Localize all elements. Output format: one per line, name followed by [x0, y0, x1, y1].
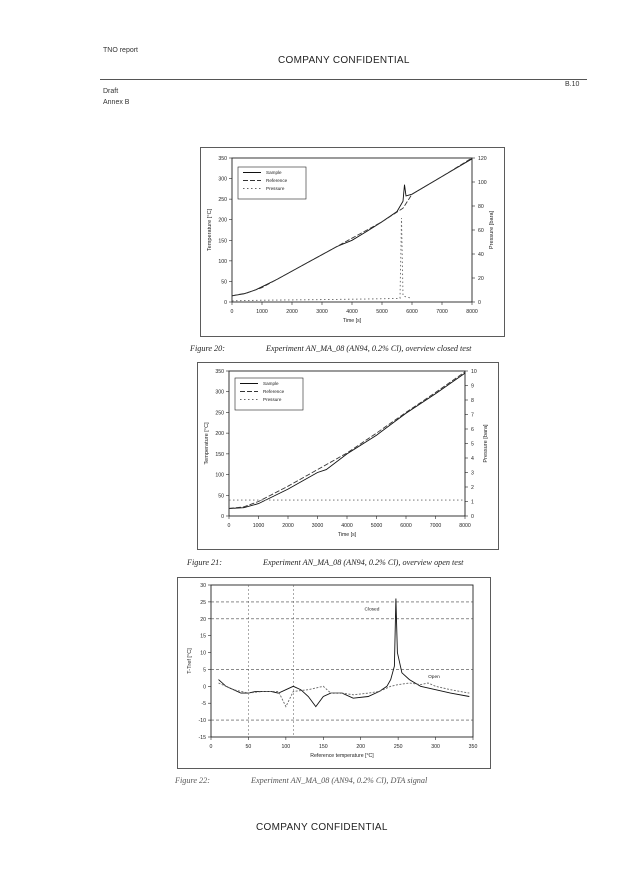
y-tick-label: 150 [218, 238, 227, 245]
y-tick-label: 350 [218, 156, 227, 162]
x-tick-label: 2000 [286, 309, 298, 315]
series-line-closed [219, 599, 470, 707]
x-tick-label: 4000 [341, 523, 353, 529]
x-tick-label: 0 [227, 523, 231, 529]
x-tick-label: 3000 [316, 309, 328, 315]
y-tick-label: 50 [221, 279, 227, 286]
y2-tick-label: 40 [478, 252, 484, 258]
y2-tick-label: 9 [471, 383, 474, 390]
x-tick-label: 7000 [429, 523, 442, 529]
x-tick-label: 300 [431, 744, 440, 750]
y-axis-label: Temperature [°C] [207, 208, 213, 252]
series-line-open [219, 683, 470, 707]
figure-21-chart [197, 362, 499, 550]
x-tick-label: 6000 [406, 309, 418, 315]
y-tick-label: 350 [215, 369, 224, 375]
y2-tick-label: 80 [478, 204, 484, 210]
x-tick-label: 200 [356, 744, 366, 750]
x-tick-label: 0 [230, 309, 234, 315]
x-tick-label: 8000 [466, 309, 478, 315]
x-tick-label: 100 [281, 744, 291, 750]
x-axis-label: Time [s] [342, 318, 362, 324]
y-tick-label: 150 [215, 451, 224, 458]
y-axis-label: T-Tref [°C] [187, 648, 193, 674]
x-axis-label: Reference temperature [°C] [310, 753, 374, 759]
x-tick-label: 7000 [436, 309, 448, 315]
y-axis-label: Temperature [°C] [204, 422, 210, 465]
x-tick-label: 5000 [376, 309, 388, 315]
figure-21-caption [187, 558, 463, 567]
y2-tick-label: 8 [471, 398, 474, 404]
figure-20-caption [190, 344, 471, 353]
x-tick-label: 1000 [256, 309, 268, 315]
legend-label: Sample [263, 381, 279, 386]
x-tick-label: 350 [468, 744, 478, 750]
figure-20-chart [200, 147, 505, 337]
annotation-closed: Closed [364, 607, 380, 613]
x-tick-label: 6000 [400, 523, 412, 529]
y-tick-label: 100 [218, 258, 227, 265]
y2-tick-label: 60 [478, 228, 484, 234]
y-tick-label: 0 [221, 514, 224, 520]
y-tick-label: 0 [203, 684, 206, 691]
y-tick-label: -10 [198, 718, 206, 725]
y2-tick-label: 120 [478, 156, 487, 162]
header-confidential: COMPANY CONFIDENTIAL [278, 55, 410, 66]
y-tick-label: -15 [198, 735, 206, 741]
figure-22-text: Experiment AN_MA_08 (AN94, 0.2% Cl), DTA signal [251, 776, 428, 785]
y2-tick-label: 5 [471, 441, 474, 448]
header-rule [100, 79, 587, 80]
legend-label: Sample [266, 170, 282, 175]
x-tick-label: 2000 [282, 523, 294, 529]
figure-20-number: Figure 20: [190, 344, 225, 353]
figure-20-text: Experiment AN_MA_08 (AN94, 0.2% Cl), overview closed test [266, 344, 472, 353]
legend-label: Pressure [263, 397, 282, 402]
y-tick-label: 10 [200, 650, 206, 657]
annex-label: Annex B [103, 99, 130, 106]
y2-axis-label: Pressure [bara] [489, 210, 495, 250]
x-tick-label: 150 [318, 744, 328, 750]
y-tick-label: 250 [218, 197, 227, 204]
page-number: B.10 [565, 81, 580, 88]
figure-22-chart [177, 577, 491, 769]
y2-tick-label: 0 [478, 300, 481, 306]
legend-label: Reference [263, 389, 285, 394]
figure-22-caption [175, 776, 427, 785]
y2-tick-label: 7 [471, 412, 474, 419]
y-tick-label: 100 [215, 472, 224, 479]
x-axis-label: Time [s] [337, 532, 357, 538]
y2-tick-label: 4 [471, 456, 474, 462]
legend-label: Reference [266, 178, 288, 183]
y-tick-label: 5 [203, 667, 206, 674]
figure-21-number: Figure 21: [187, 558, 222, 567]
y2-axis-label: Pressure [bara] [483, 424, 489, 463]
y-tick-label: 300 [215, 389, 224, 396]
chart-frame [178, 578, 491, 769]
y-tick-label: 25 [200, 599, 206, 606]
legend-label: Pressure [266, 186, 285, 191]
plot-area [211, 585, 473, 737]
y-tick-label: 20 [200, 616, 206, 623]
x-tick-label: 4000 [346, 309, 358, 315]
y-tick-label: 50 [218, 493, 224, 500]
y-tick-label: 15 [200, 633, 206, 640]
figure-21-text: Experiment AN_MA_08 (AN94, 0.2% Cl), overview open test [263, 558, 464, 567]
y-tick-label: 300 [218, 176, 227, 183]
y-tick-label: 200 [215, 431, 224, 438]
x-tick-label: 250 [393, 744, 403, 750]
draft-label: Draft [103, 88, 119, 95]
footer-confidential: COMPANY CONFIDENTIAL [256, 822, 388, 833]
y2-tick-label: 0 [471, 514, 474, 520]
y2-tick-label: 3 [471, 470, 474, 477]
y-tick-label: 250 [215, 410, 224, 417]
x-tick-label: 8000 [459, 523, 471, 529]
x-tick-label: 3000 [311, 523, 324, 529]
y2-tick-label: 100 [478, 180, 487, 186]
y2-tick-label: 20 [478, 276, 484, 282]
x-tick-label: 50 [245, 744, 252, 750]
y-tick-label: -5 [201, 701, 206, 708]
y2-tick-label: 10 [471, 369, 477, 375]
x-tick-label: 5000 [370, 523, 383, 529]
y-tick-label: 0 [224, 300, 227, 306]
y2-tick-label: 2 [471, 485, 474, 491]
y-tick-label: 200 [218, 217, 227, 224]
y2-tick-label: 6 [471, 427, 474, 433]
x-tick-label: 1000 [252, 523, 265, 529]
y-tick-label: 30 [200, 583, 206, 589]
report-label: TNO report [103, 47, 139, 54]
figure-22-number: Figure 22: [175, 776, 210, 785]
y2-tick-label: 1 [471, 499, 474, 506]
annotation-open: Open [428, 674, 440, 680]
x-tick-label: 0 [209, 744, 213, 750]
